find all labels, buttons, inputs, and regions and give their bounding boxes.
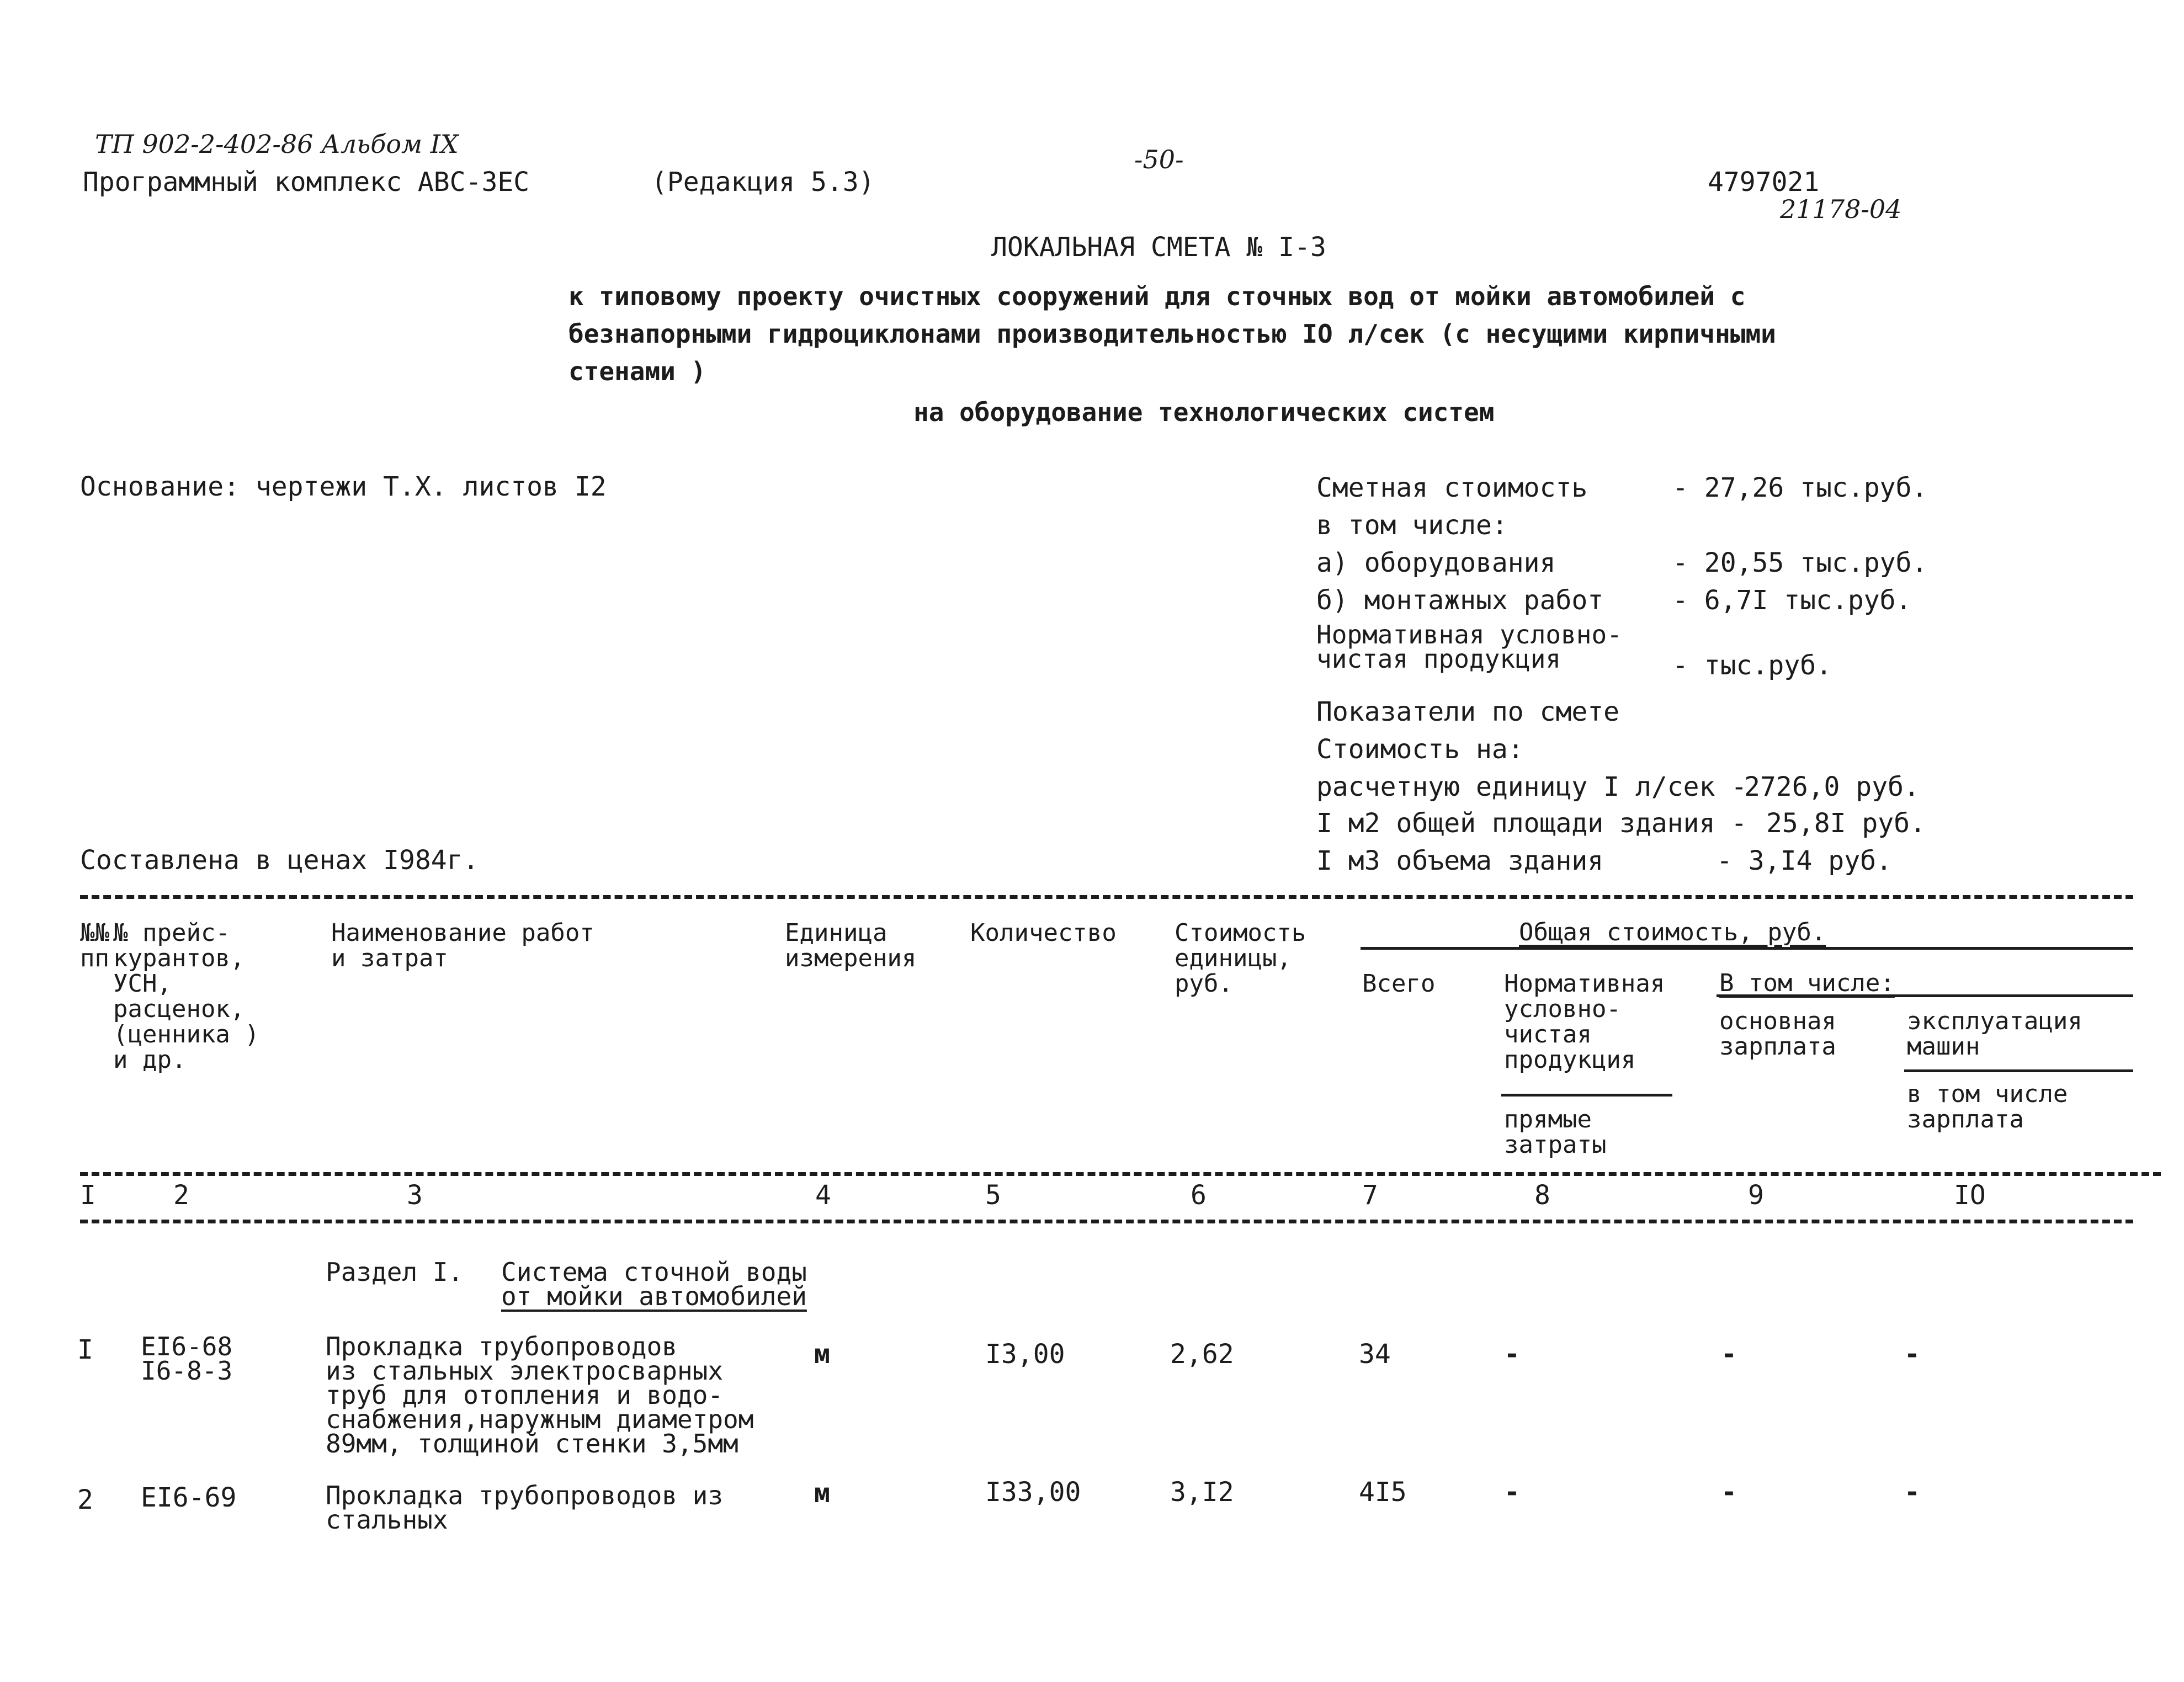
column-number: 6 xyxy=(1191,1180,1207,1211)
header-col1: №№ пп xyxy=(80,919,109,972)
row-unit-price: 3,I2 xyxy=(1170,1477,1234,1508)
row-col10: - xyxy=(1904,1477,1920,1508)
column-number: I xyxy=(80,1180,96,1211)
section-label: Раздел I. xyxy=(326,1257,464,1287)
row-code: EI6-69 xyxy=(141,1482,237,1513)
indicators-label: Показатели по смете xyxy=(1316,696,1620,727)
title-line-3: стенами ) xyxy=(568,356,706,386)
row-unit: м xyxy=(814,1478,830,1509)
row-col8: - xyxy=(1504,1477,1520,1508)
header-col10-bottom: в том числе зарплата xyxy=(1907,1080,2068,1133)
row-quantity: I3,00 xyxy=(985,1339,1065,1370)
installation-label: б) монтажных работ xyxy=(1316,585,1604,616)
header-col4: Единица измерения xyxy=(785,919,917,972)
subtitle: на оборудование технологических систем xyxy=(913,397,1495,427)
area-cost-label: I м2 общей площади здания - xyxy=(1316,808,1747,839)
installation-value: - 6,7I тыс.руб. xyxy=(1672,585,1912,616)
column-number: 3 xyxy=(407,1180,423,1211)
title-line-1: к типовому проекту очистных сооружений для сточных вод от мойки автомобилей с xyxy=(568,281,1746,311)
row-unit-price: 2,62 xyxy=(1170,1339,1234,1370)
row-name: Прокладка трубопроводов из стальных электросварных труб для отопления и водо- снабжения,наружным диаметром 89мм, толщиной стенки 3,5мм xyxy=(326,1332,754,1459)
column-number: 5 xyxy=(985,1180,1001,1211)
normative-value: - тыс.руб. xyxy=(1672,650,1832,681)
row-col9: - xyxy=(1721,1477,1737,1508)
header-col7: Всего xyxy=(1362,970,1436,998)
title-line-2: безнапорными гидроциклонами производительностью IO л/сек (с несущими кирпичными xyxy=(568,319,1776,349)
header-col10-top: эксплуатация машин xyxy=(1907,1007,2082,1061)
volume-cost-label: I м3 объема здания xyxy=(1316,845,1604,876)
header-col6: Стоимость единицы, руб. xyxy=(1175,919,1306,998)
row-number: 2 xyxy=(77,1484,93,1515)
col10-divider-rule xyxy=(1904,1069,2133,1072)
column-numbers-rule xyxy=(80,1220,2133,1223)
header-total-group: Общая стоимость, руб. xyxy=(1519,918,1826,946)
column-number: 7 xyxy=(1362,1180,1378,1211)
document-number: 4797021 xyxy=(1708,167,1820,198)
area-cost-value: 25,8I руб. xyxy=(1766,808,1926,839)
page-number: -50- xyxy=(1134,145,1184,174)
row-code: EI6-68 I6-8-3 xyxy=(141,1332,233,1386)
volume-cost-value: - 3,I4 руб. xyxy=(1717,845,1892,876)
total-group-rule xyxy=(1361,947,2133,950)
basis: Основание: чертежи Т.Х. листов I2 xyxy=(80,471,607,502)
row-total: 34 xyxy=(1359,1339,1391,1370)
header-col9: основная зарплата xyxy=(1719,1007,1836,1061)
including-label: в том числе: xyxy=(1316,510,1508,541)
row-name: Прокладка трубопроводов из стальных xyxy=(326,1481,724,1535)
row-col8: - xyxy=(1504,1339,1520,1370)
header-col3: Наименование работ и затрат xyxy=(331,919,594,972)
program-name: Программный комплекс АВС-3ЕС xyxy=(83,167,530,198)
table-top-rule xyxy=(80,895,2133,899)
equipment-value: - 20,55 тыс.руб. xyxy=(1672,547,1928,578)
column-number: IO xyxy=(1954,1180,1986,1211)
column-number: 2 xyxy=(173,1180,189,1211)
document-title: ЛОКАЛЬНАЯ СМЕТА № I-3 xyxy=(991,232,1326,263)
edition: (Редакция 5.3) xyxy=(651,167,875,198)
handwritten-number: 21178-04 xyxy=(1780,194,1902,224)
header-col2: № прейс- курантов, УСН, расценок, (ценника ) и др. xyxy=(113,919,259,1074)
header-including: В том числе: xyxy=(1719,969,1895,997)
row-number: I xyxy=(77,1334,93,1365)
estimated-cost-value: - 27,26 тыс.руб. xyxy=(1672,472,1928,503)
unit-cost-value: 2726,0 руб. xyxy=(1744,771,1920,802)
equipment-label: а) оборудования xyxy=(1316,547,1556,578)
handwritten-album-code: ТП 902-2-402-86 Альбом IX xyxy=(95,129,459,159)
header-col8-top: Нормативная условно- чистая продукция xyxy=(1504,970,1665,1074)
column-number: 4 xyxy=(815,1180,831,1211)
normative-label: Нормативная условно- чистая продукция xyxy=(1316,620,1622,674)
header-col5: Количество xyxy=(970,919,1117,947)
row-unit: м xyxy=(814,1339,830,1370)
header-col8-bottom: прямые затраты xyxy=(1504,1105,1607,1159)
col8-divider-rule xyxy=(1501,1094,1672,1097)
row-col9: - xyxy=(1721,1339,1737,1370)
row-total: 4I5 xyxy=(1359,1477,1407,1508)
column-number: 9 xyxy=(1748,1180,1764,1211)
row-quantity: I33,00 xyxy=(985,1477,1081,1508)
column-number: 8 xyxy=(1534,1180,1550,1211)
section-title-line1: Система сточной воды xyxy=(501,1257,807,1287)
section-title-line2: от мойки автомобилей xyxy=(501,1281,807,1311)
cost-per-label: Стоимость на: xyxy=(1316,734,1524,765)
table-header-rule xyxy=(80,1172,2161,1176)
estimated-cost-label: Сметная стоимость xyxy=(1316,472,1588,503)
row-col10: - xyxy=(1904,1339,1920,1370)
unit-cost-label: расчетную единицу I л/сек - xyxy=(1316,771,1747,802)
prices-year: Составлена в ценах I984г. xyxy=(80,845,479,876)
